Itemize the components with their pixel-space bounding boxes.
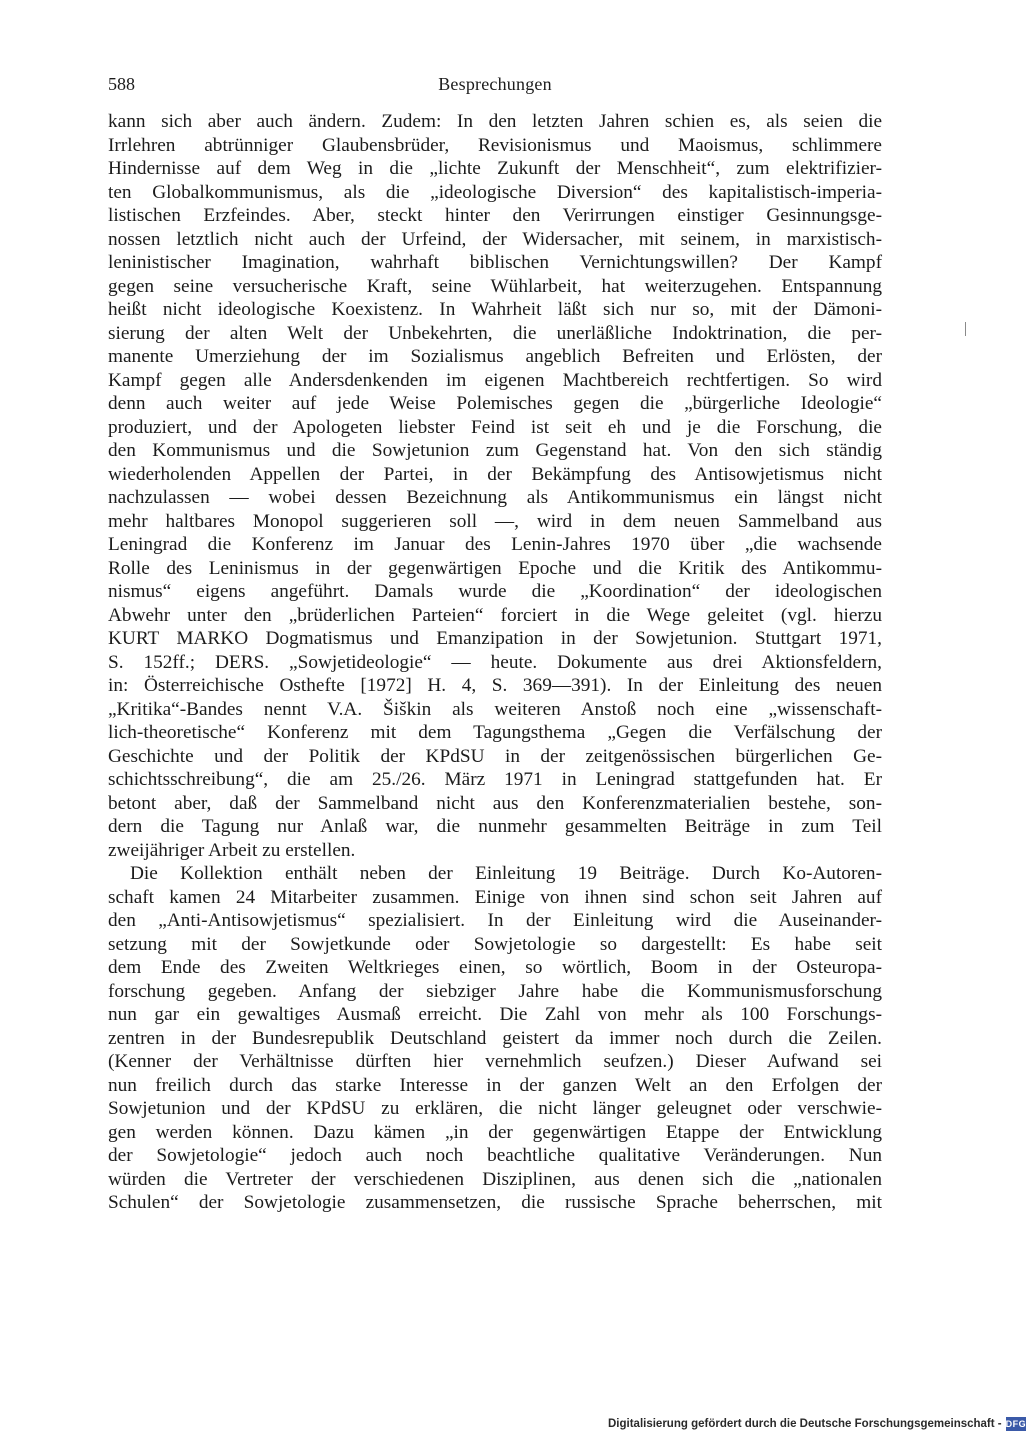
text-line: lich-theoretische“ Konferenz mit dem Tagungsthema „Gegen die Verfälschung der: [108, 722, 882, 743]
text-line: dem Ende des Zweiten Weltkrieges einen, so wörtlich, Boom in der Osteuropa-: [108, 957, 882, 978]
text-line: in: Österreichische Osthefte [1972] H. 4, S. 369—391). In der Einleitung des neuen: [108, 675, 882, 696]
text-line: wiederholenden Appellen der Partei, in der Bekämpfung des Antisowjetismus nicht: [108, 463, 882, 485]
footer-credit-text: Digitalisierung gefördert durch die Deutsche Forschungsgemeinschaft -: [608, 1418, 1002, 1430]
text-line: setzung mit der Sowjetkunde oder Sowjetologie so dargestellt: Es habe seit: [108, 933, 882, 955]
text-line: S. 152ff.; DERS. „Sowjetideologie“ — heute. Dokumente aus drei Aktionsfeldern,: [108, 651, 882, 673]
text-line: sierung der alten Welt der Unbekehrten, die unerläßliche Indoktrination, die per-: [108, 322, 882, 344]
text-line: dern die Tagung nur Anlaß war, die nunmehr gesammelten Beiträge in zum Teil: [108, 816, 882, 837]
digitization-footer: [608, 1416, 1026, 1432]
text-line: zentren in der Bundesrepublik Deutschland geistert da immer noch durch die Zeilen.: [108, 1027, 882, 1049]
text-line: Kampf gegen alle Andersdenkenden im eigenen Machtbereich rechtfertigen. So wird: [108, 369, 882, 391]
text-line: der Sowjetologie“ jedoch auch noch beachtliche qualitative Veränderungen. Nun: [108, 1145, 882, 1166]
text-line: (Kenner der Verhältnisse dürften hier vernehmlich seufzen.) Dieser Aufwand sei: [108, 1051, 882, 1072]
text-line: den „Anti-Antisowjetismus“ spezialisiert. In der Einleitung wird die Auseinander-: [108, 910, 882, 931]
text-line: denn auch weiter auf jede Weise Polemisches gegen die „bürgerliche Ideologie“: [108, 393, 882, 414]
text-line: nossen letztlich nicht auch der Urfeind, der Widersacher, mit seinem, in marxistisch-: [108, 228, 882, 250]
margin-mark: [965, 322, 966, 336]
text-line: forschung gegeben. Anfang der siebziger Jahre habe die Kommunismusforschung: [108, 980, 882, 1002]
text-line: heißt nicht ideologische Koexistenz. In Wahrheit läßt sich nur so, mit der Dämoni-: [108, 299, 882, 320]
text-line: betont aber, daß der Sammelband nicht aus den Konferenzmaterialien bestehe, son-: [108, 792, 882, 814]
text-line: Irrlehren abtrünniger Glaubensbrüder, Revisionismus und Maoismus, schlimmere: [108, 134, 882, 156]
text-line: KURT MARKO Dogmatismus und Emanzipation in der Sowjetunion. Stuttgart 1971,: [108, 628, 882, 649]
page-number: 588: [108, 74, 135, 94]
text-line: Sowjetunion und der KPdSU zu erklären, die nicht länger geleugnet oder verschwie-: [108, 1098, 882, 1119]
text-line: gegen seine versucherische Kraft, seine Wühlarbeit, hat weiterzugehen. Entspannung: [108, 275, 882, 297]
text-line: listischen Erzfeindes. Aber, steckt hinter den Verirrungen einstiger Gesinnungsge-: [108, 205, 882, 226]
running-head: Besprechungen: [438, 74, 552, 94]
text-line: nun freilich durch das starke Interesse in der ganzen Welt an den Erfolgen der: [108, 1074, 882, 1096]
text-line: würden die Vertreter der verschiedenen Disziplinen, aus denen sich die „nationalen: [108, 1168, 882, 1190]
text-line: leninistischer Imagination, wahrhaft biblischen Vernichtungswillen? Der Kampf: [108, 252, 882, 273]
text-line: kann sich aber auch ändern. Zudem: In den letzten Jahren schien es, als seien die: [108, 111, 882, 132]
text-line: Leningrad die Konferenz im Januar des Lenin-Jahres 1970 über „die wachsende: [108, 534, 882, 555]
paragraph-end-line: zweijähriger Arbeit zu erstellen.: [108, 839, 356, 861]
text-line: schichtsschreibung“, die am 25./26. März 1971 in Leningrad stattgefunden hat. Er: [108, 769, 882, 790]
dfg-logo-icon: DFG: [1005, 1419, 1026, 1429]
text-line: ten Globalkommunismus, als die „ideologische Diversion“ des kapitalistisch-imperia-: [108, 181, 882, 203]
text-line: produziert, und der Apologeten liebster Feind ist seit eh und je die Forschung, die: [108, 416, 882, 438]
text-line: Rolle des Leninismus in der gegenwärtigen Epoche und die Kritik des Antikommu-: [108, 557, 882, 579]
text-line: Hindernisse auf dem Weg in die „lichte Zukunft der Menschheit“, zum elektrifizier-: [108, 158, 882, 179]
text-line: den Kommunismus und die Sowjetunion zum Gegenstand hat. Von den sich ständig: [108, 440, 882, 461]
text-line: nismus“ eigens angeführt. Damals wurde die „Koordination“ der ideologischen: [108, 581, 882, 602]
text-line: Geschichte und der Politik der KPdSU in der zeitgenössischen bürgerlichen Ge-: [108, 745, 882, 767]
page-header: [108, 70, 882, 100]
review-body-text: [108, 110, 882, 1238]
text-line: manente Umerziehung der im Sozialismus angeblich Befreiten und Erlösten, der: [108, 346, 882, 367]
text-line: nachzulassen — wobei dessen Bezeichnung als Antikommunismus ein längst nicht: [108, 487, 882, 508]
text-line: nun gar ein gewaltiges Ausmaß erreicht. Die Zahl von mehr als 100 Forschungs-: [108, 1004, 882, 1025]
paragraph-start-line: Die Kollektion enthält neben der Einleitung 19 Beiträge. Durch Ko-Autoren-: [130, 863, 882, 884]
text-line: Abwehr unter den „brüderlichen Parteien“ forciert in die Wege geleitet (vgl. hierzu: [108, 604, 882, 626]
text-line: Schulen“ der Sowjetologie zusammensetzen, die russische Sprache beherrschen, mit: [108, 1192, 882, 1213]
text-line: „Kritika“-Bandes nennt V.A. Šiškin als weiteren Anstoß noch eine „wissenschaft-: [108, 698, 882, 720]
text-line: gen werden können. Dazu kämen „in der gegenwärtigen Etappe der Entwicklung: [108, 1121, 882, 1143]
text-line: schaft kamen 24 Mitarbeiter zusammen. Einige von ihnen sind schon seit Jahren auf: [108, 886, 882, 908]
text-line: mehr haltbares Monopol suggerieren soll —, wird in dem neuen Sammelband aus: [108, 510, 882, 532]
text-line: [108, 1215, 882, 1239]
